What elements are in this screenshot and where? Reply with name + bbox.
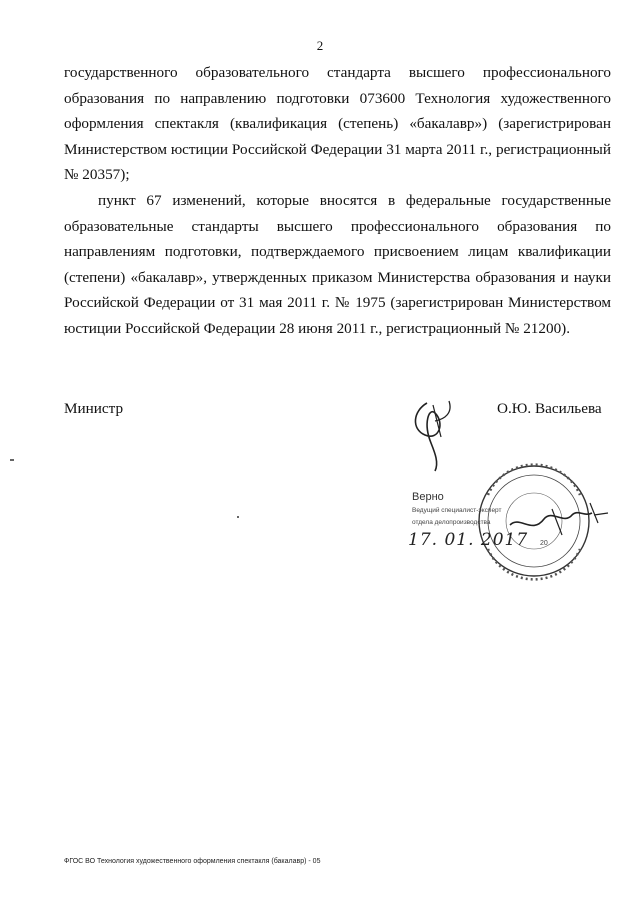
stamp-year: 20 [540,540,548,547]
paragraph-1: государственного образовательного стандарта высшего профессионального образования по направлению подготовки 073600 Технология художественного оформления спектакля (квалификация (степень) «бакалавр») (зарегистрирован Министерством юстиции Российской Федерации 31 марта 2011 г., регистрационный № 20357); [64,64,611,184]
stamp-verno: Верно [412,491,444,503]
document-body [64,60,611,342]
signatory-name: О.Ю. Васильева [497,400,602,417]
page-number: 2 [316,38,324,53]
document-footer: ФГОС ВО Технология художественного оформления спектакля (бакалавр) - 05 [64,858,321,865]
stamp-line-2: отдела делопроизводства [412,519,491,526]
stamp-line-1: Ведущий специалист-эксперт [412,507,502,514]
stamp-date: 17. 01. 2017 [408,530,529,550]
scan-speck [10,459,14,461]
signatory-title: Министр [64,400,124,417]
scan-speck [237,516,239,518]
paragraph-2: пункт 67 изменений, которые вносятся в федеральные государственные образовательные стандарты высшего профессионального образования по направлениям подготовки, подтверждаемого присвоением лицам квалификации (степени) «бакалавр», утвержденных приказом Министерства образования и науки Российской Федерации от 31 мая 2011 г. № 1975 (зарегистрирован Министерством юстиции Российской Федерации 28 июня 2011 г., регистрационный № 21200). [64,191,611,337]
